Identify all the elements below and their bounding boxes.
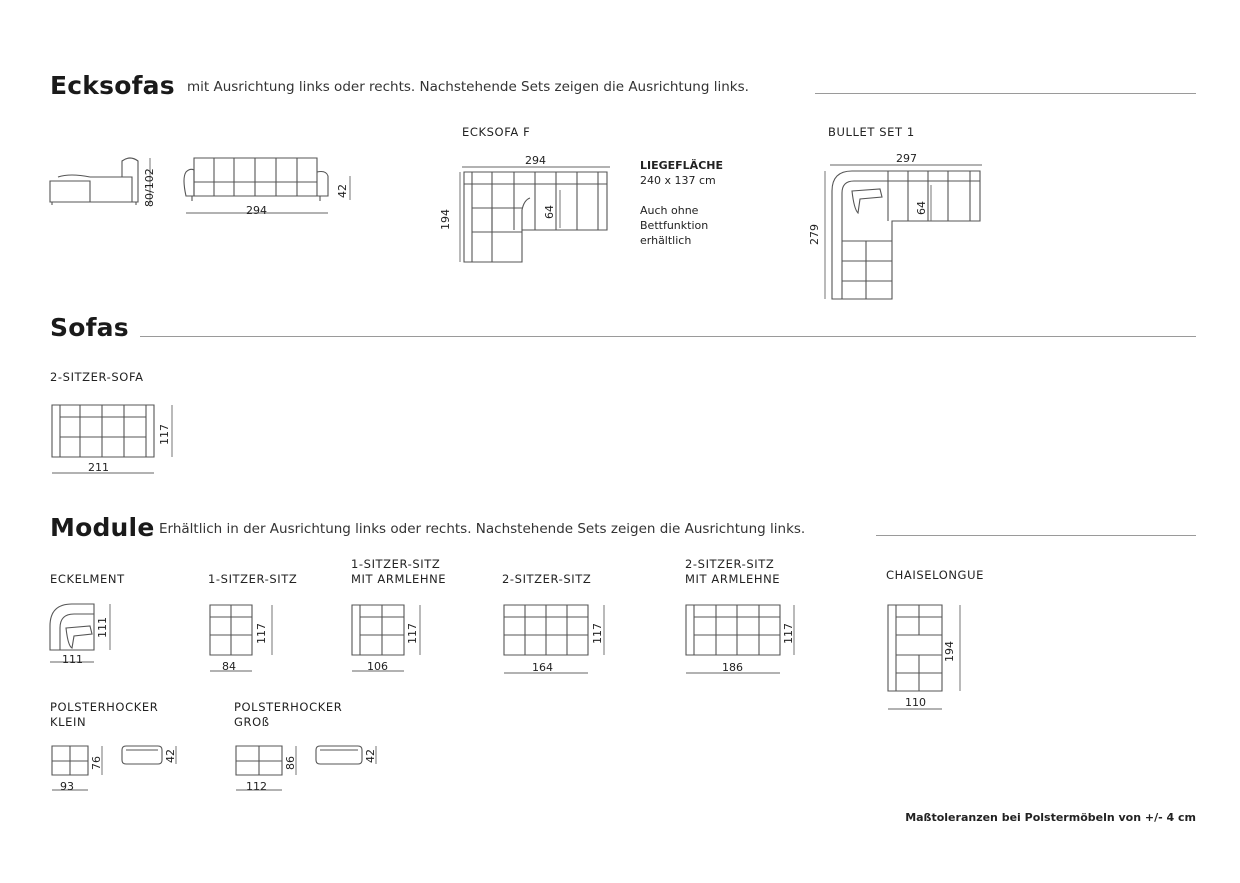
chaiselongue-depth: 194 [943,641,956,662]
dim-line-bullet-depth [820,169,830,304]
ecksofa-f-label: ECKSOFA F [462,125,531,139]
ecksofa-f-note-2: Bettfunktion [640,219,709,232]
sitz2-arm-depth: 117 [782,623,795,644]
dim-lines-front [182,156,362,226]
ecksofa-f-seat: 64 [543,205,556,219]
section-rule-sofas [140,336,1196,337]
bullet-set-1-depth: 279 [808,224,821,245]
dim-front-depth: 42 [336,184,349,198]
footer-tolerance-note: Maßtoleranzen bei Polstermöbeln von +/- 4 cm [905,811,1196,824]
section-rule-ecksofas [815,93,1196,94]
hocker-gross-depth: 86 [284,756,297,770]
section-subtitle-ecksofas: mit Ausrichtung links oder rechts. Nachstehende Sets zeigen die Ausrichtung links. [187,79,749,95]
sitz1-width: 84 [222,660,236,673]
section-subtitle-module: Erhältlich in der Ausrichtung links oder rechts. Nachstehende Sets zeigen die Ausrichtung links. [159,521,806,537]
ecksofa-f-note-3: erhältlich [640,234,692,247]
dim-front-width: 294 [246,204,267,217]
dim-side-height: 80/102 [143,168,156,207]
hocker-klein-height: 42 [164,749,177,763]
liegeflaeche-title: LIEGEFLÄCHE [640,159,723,172]
sitz2-arm-width: 186 [722,661,743,674]
eckelement-label: ECKELMENT [50,572,125,586]
chaiselongue-label: CHAISELONGUE [886,568,984,582]
eckelement-width: 111 [62,653,83,666]
hocker-klein-depth: 76 [90,756,103,770]
hocker-gross-label-2: GROß [234,715,270,729]
hocker-gross-height: 42 [364,749,377,763]
section-title-ecksofas: Ecksofas [50,71,175,100]
bullet-set-1-drawing [830,169,985,304]
sitz1-arm-label-1: 1-SITZER-SITZ [351,557,441,571]
ecksofa-f-width: 294 [525,154,546,167]
hocker-klein-width: 93 [60,780,74,793]
sitz2-arm-label-2: MIT ARMLEHNE [685,572,781,586]
bullet-set-1-label: BULLET SET 1 [828,125,915,139]
sitz2-width: 164 [532,661,553,674]
zwei-sitzer-sofa-label: 2-SITZER-SOFA [50,370,144,384]
dim-line-ecksofa-f-seat [555,190,565,230]
section-title-module: Module [50,513,155,542]
eckelement-depth: 111 [96,617,109,638]
sitz2-arm-label-1: 2-SITZER-SITZ [685,557,775,571]
sitz1-arm-width: 106 [367,660,388,673]
zwei-sitzer-sofa-depth: 117 [158,424,171,445]
sitz1-arm-depth: 117 [406,623,419,644]
section-title-sofas: Sofas [50,313,129,342]
hocker-gross-label-1: POLSTERHOCKER [234,700,343,714]
bullet-set-1-seat: 64 [915,201,928,215]
liegeflaeche-size: 240 x 137 cm [640,174,716,187]
sitz2-depth: 117 [591,623,604,644]
sitz1-label: 1-SITZER-SITZ [208,572,298,586]
hocker-klein-label-2: KLEIN [50,715,87,729]
hocker-gross-width: 112 [246,780,267,793]
sitz2-label: 2-SITZER-SITZ [502,572,592,586]
section-rule-module [876,535,1196,536]
chaiselongue-width: 110 [905,696,926,709]
bullet-set-1-width: 297 [896,152,917,165]
sitz1-depth: 117 [255,623,268,644]
ecksofa-f-depth: 194 [439,209,452,230]
ecksofa-f-drawing [462,170,612,265]
zwei-sitzer-sofa-width: 211 [88,461,109,474]
hocker-klein-label-1: POLSTERHOCKER [50,700,159,714]
sitz1-arm-label-2: MIT ARMLEHNE [351,572,447,586]
ecksofa-f-note-1: Auch ohne [640,204,699,217]
dim-line-ecksofa-f-depth [455,170,465,265]
